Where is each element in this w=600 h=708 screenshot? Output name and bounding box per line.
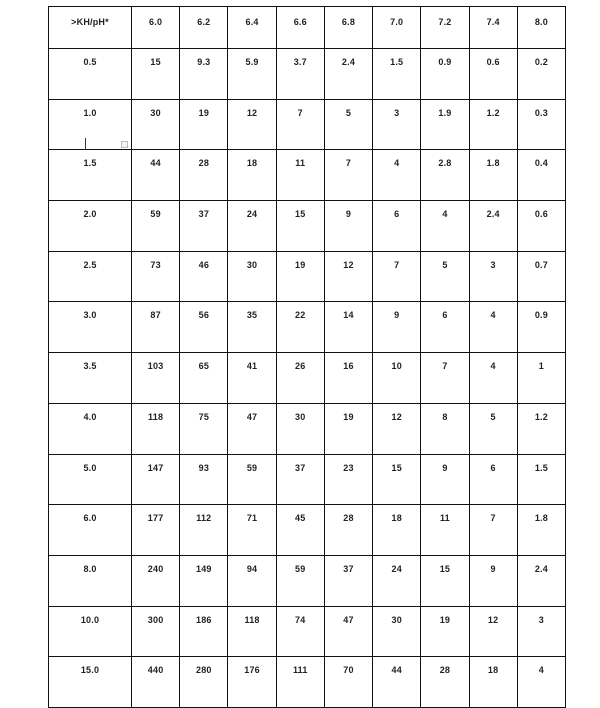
co2-value-cell[interactable]: 23: [324, 454, 372, 505]
co2-value-cell[interactable]: 6: [421, 302, 469, 353]
co2-value-cell[interactable]: 18: [373, 505, 421, 556]
table-row: [49, 555, 566, 606]
co2-value-cell[interactable]: 14: [324, 302, 372, 353]
co2-value-cell[interactable]: 12: [324, 251, 372, 302]
header-cell[interactable]: 7.0: [373, 7, 421, 49]
co2-value-cell[interactable]: 26: [276, 353, 324, 404]
co2-value-cell[interactable]: 28: [324, 505, 372, 556]
table-row: [49, 505, 566, 556]
co2-value-cell[interactable]: 1: [517, 353, 565, 404]
co2-value-cell[interactable]: 44: [132, 150, 180, 201]
kh-value-cell[interactable]: 15.0: [49, 657, 132, 708]
co2-value-cell[interactable]: 5: [421, 251, 469, 302]
co2-value-cell[interactable]: 149: [180, 555, 228, 606]
co2-value-cell[interactable]: 4: [421, 201, 469, 252]
header-cell[interactable]: 6.2: [180, 7, 228, 49]
co2-value-cell[interactable]: 12: [228, 99, 276, 150]
header-cell[interactable]: >KH/pH*: [49, 7, 132, 49]
kh-value-cell[interactable]: 1.5: [49, 150, 132, 201]
co2-value-cell[interactable]: 118: [228, 606, 276, 657]
co2-value-cell[interactable]: 56: [180, 302, 228, 353]
table-row: [49, 353, 566, 404]
co2-value-cell[interactable]: 0.6: [469, 49, 517, 100]
co2-value-cell[interactable]: 7: [276, 99, 324, 150]
table-row: [49, 150, 566, 201]
co2-value-cell[interactable]: 6: [469, 454, 517, 505]
co2-value-cell[interactable]: 1.2: [517, 403, 565, 454]
co2-value-cell[interactable]: 112: [180, 505, 228, 556]
co2-value-cell[interactable]: 186: [180, 606, 228, 657]
co2-value-cell[interactable]: 65: [180, 353, 228, 404]
co2-value-cell[interactable]: 0.9: [517, 302, 565, 353]
header-cell[interactable]: 6.4: [228, 7, 276, 49]
co2-value-cell[interactable]: 9: [421, 454, 469, 505]
table-header-row: [49, 7, 566, 49]
co2-value-cell[interactable]: 2.8: [421, 150, 469, 201]
co2-value-cell[interactable]: 30: [276, 403, 324, 454]
co2-value-cell[interactable]: 9: [324, 201, 372, 252]
co2-value-cell[interactable]: 93: [180, 454, 228, 505]
co2-value-cell[interactable]: 7: [469, 505, 517, 556]
co2-value-cell[interactable]: 45: [276, 505, 324, 556]
co2-value-cell[interactable]: 9: [469, 555, 517, 606]
table-row: [49, 201, 566, 252]
co2-value-cell[interactable]: 19: [180, 99, 228, 150]
co2-value-cell[interactable]: 87: [132, 302, 180, 353]
table-row: [49, 302, 566, 353]
co2-value-cell[interactable]: 11: [421, 505, 469, 556]
co2-value-cell[interactable]: 15: [373, 454, 421, 505]
co2-value-cell[interactable]: 59: [228, 454, 276, 505]
co2-value-cell[interactable]: 440: [132, 657, 180, 708]
co2-value-cell[interactable]: 59: [132, 201, 180, 252]
co2-value-cell[interactable]: 0.6: [517, 201, 565, 252]
co2-value-cell[interactable]: 12: [373, 403, 421, 454]
co2-value-cell[interactable]: 3.7: [276, 49, 324, 100]
co2-value-cell[interactable]: 75: [180, 403, 228, 454]
text-cursor: [85, 138, 86, 150]
kh-value-cell[interactable]: 3.5: [49, 353, 132, 404]
co2-value-cell[interactable]: 10: [373, 353, 421, 404]
kh-ph-table-container: [48, 6, 566, 676]
co2-value-cell[interactable]: 3: [517, 606, 565, 657]
co2-value-cell[interactable]: 147: [132, 454, 180, 505]
co2-value-cell[interactable]: 22: [276, 302, 324, 353]
table-row: [49, 454, 566, 505]
co2-value-cell[interactable]: 9.3: [180, 49, 228, 100]
co2-value-cell[interactable]: 19: [324, 403, 372, 454]
co2-value-cell[interactable]: 3: [373, 99, 421, 150]
co2-value-cell[interactable]: 4: [469, 302, 517, 353]
co2-value-cell[interactable]: 7: [324, 150, 372, 201]
co2-value-cell[interactable]: 18: [469, 657, 517, 708]
kh-ph-co2-table: [48, 6, 566, 708]
co2-value-cell[interactable]: 30: [228, 251, 276, 302]
kh-value-cell[interactable]: 1.0: [49, 99, 132, 150]
table-row: [49, 251, 566, 302]
co2-value-cell[interactable]: 7: [373, 251, 421, 302]
co2-value-cell[interactable]: 2.4: [324, 49, 372, 100]
co2-value-cell[interactable]: 177: [132, 505, 180, 556]
co2-value-cell[interactable]: 1.5: [517, 454, 565, 505]
co2-value-cell[interactable]: 4: [469, 353, 517, 404]
co2-value-cell[interactable]: 1.8: [517, 505, 565, 556]
table-row: [49, 606, 566, 657]
co2-value-cell[interactable]: 0.9: [421, 49, 469, 100]
co2-value-cell[interactable]: 103: [132, 353, 180, 404]
co2-value-cell[interactable]: 19: [276, 251, 324, 302]
co2-value-cell[interactable]: 73: [132, 251, 180, 302]
header-cell[interactable]: 8.0: [517, 7, 565, 49]
co2-value-cell[interactable]: 19: [421, 606, 469, 657]
co2-value-cell[interactable]: 47: [228, 403, 276, 454]
co2-value-cell[interactable]: 47: [324, 606, 372, 657]
co2-value-cell[interactable]: 11: [276, 150, 324, 201]
co2-value-cell[interactable]: 71: [228, 505, 276, 556]
co2-value-cell[interactable]: 24: [228, 201, 276, 252]
co2-value-cell[interactable]: 8: [421, 403, 469, 454]
co2-value-cell[interactable]: 15: [421, 555, 469, 606]
header-cell[interactable]: 7.4: [469, 7, 517, 49]
co2-value-cell[interactable]: 280: [180, 657, 228, 708]
co2-value-cell[interactable]: 28: [180, 150, 228, 201]
co2-value-cell[interactable]: 15: [132, 49, 180, 100]
co2-value-cell[interactable]: 1.5: [373, 49, 421, 100]
table-row: [49, 403, 566, 454]
co2-value-cell[interactable]: 1.2: [469, 99, 517, 150]
co2-value-cell[interactable]: 1.9: [421, 99, 469, 150]
co2-value-cell[interactable]: 2.4: [469, 201, 517, 252]
kh-value-cell[interactable]: 10.0: [49, 606, 132, 657]
co2-value-cell[interactable]: 18: [228, 150, 276, 201]
co2-value-cell[interactable]: 70: [324, 657, 372, 708]
co2-value-cell[interactable]: 240: [132, 555, 180, 606]
co2-value-cell[interactable]: 0.2: [517, 49, 565, 100]
co2-value-cell[interactable]: 41: [228, 353, 276, 404]
co2-value-cell[interactable]: 2.4: [517, 555, 565, 606]
co2-value-cell[interactable]: 59: [276, 555, 324, 606]
co2-value-cell[interactable]: 4: [373, 150, 421, 201]
co2-value-cell[interactable]: 44: [373, 657, 421, 708]
cell-handle-icon[interactable]: [121, 141, 128, 148]
co2-value-cell[interactable]: 1.8: [469, 150, 517, 201]
co2-value-cell[interactable]: 37: [180, 201, 228, 252]
co2-value-cell[interactable]: 35: [228, 302, 276, 353]
kh-value-cell[interactable]: 3.0: [49, 302, 132, 353]
kh-value-cell[interactable]: 2.0: [49, 201, 132, 252]
kh-value-cell[interactable]: 6.0: [49, 505, 132, 556]
co2-value-cell[interactable]: 176: [228, 657, 276, 708]
co2-value-cell[interactable]: 37: [324, 555, 372, 606]
header-cell[interactable]: 6.6: [276, 7, 324, 49]
co2-value-cell[interactable]: 12: [469, 606, 517, 657]
co2-value-cell[interactable]: 24: [373, 555, 421, 606]
co2-value-cell[interactable]: 37: [276, 454, 324, 505]
co2-value-cell[interactable]: 16: [324, 353, 372, 404]
co2-value-cell[interactable]: 28: [421, 657, 469, 708]
co2-value-cell[interactable]: 15: [276, 201, 324, 252]
co2-value-cell[interactable]: 94: [228, 555, 276, 606]
co2-value-cell[interactable]: 118: [132, 403, 180, 454]
co2-value-cell[interactable]: 74: [276, 606, 324, 657]
kh-value-cell[interactable]: 5.0: [49, 454, 132, 505]
co2-value-cell[interactable]: 7: [421, 353, 469, 404]
co2-value-cell[interactable]: 0.4: [517, 150, 565, 201]
kh-value-cell[interactable]: 8.0: [49, 555, 132, 606]
co2-value-cell[interactable]: 6: [373, 201, 421, 252]
co2-value-cell[interactable]: 5: [469, 403, 517, 454]
co2-value-cell[interactable]: 30: [373, 606, 421, 657]
co2-value-cell[interactable]: 9: [373, 302, 421, 353]
co2-value-cell[interactable]: 111: [276, 657, 324, 708]
co2-value-cell[interactable]: 46: [180, 251, 228, 302]
co2-value-cell[interactable]: 5.9: [228, 49, 276, 100]
co2-value-cell[interactable]: 3: [469, 251, 517, 302]
header-cell[interactable]: 6.8: [324, 7, 372, 49]
header-cell[interactable]: 7.2: [421, 7, 469, 49]
kh-value-cell[interactable]: 0.5: [49, 49, 132, 100]
kh-value-cell[interactable]: 4.0: [49, 403, 132, 454]
co2-value-cell[interactable]: 0.3: [517, 99, 565, 150]
header-cell[interactable]: 6.0: [132, 7, 180, 49]
kh-value-cell[interactable]: 2.5: [49, 251, 132, 302]
co2-value-cell[interactable]: 30: [132, 99, 180, 150]
co2-value-cell[interactable]: 0.7: [517, 251, 565, 302]
table-row: [49, 49, 566, 100]
co2-value-cell[interactable]: 300: [132, 606, 180, 657]
table-row: [49, 657, 566, 708]
co2-value-cell[interactable]: 4: [517, 657, 565, 708]
co2-value-cell[interactable]: 5: [324, 99, 372, 150]
